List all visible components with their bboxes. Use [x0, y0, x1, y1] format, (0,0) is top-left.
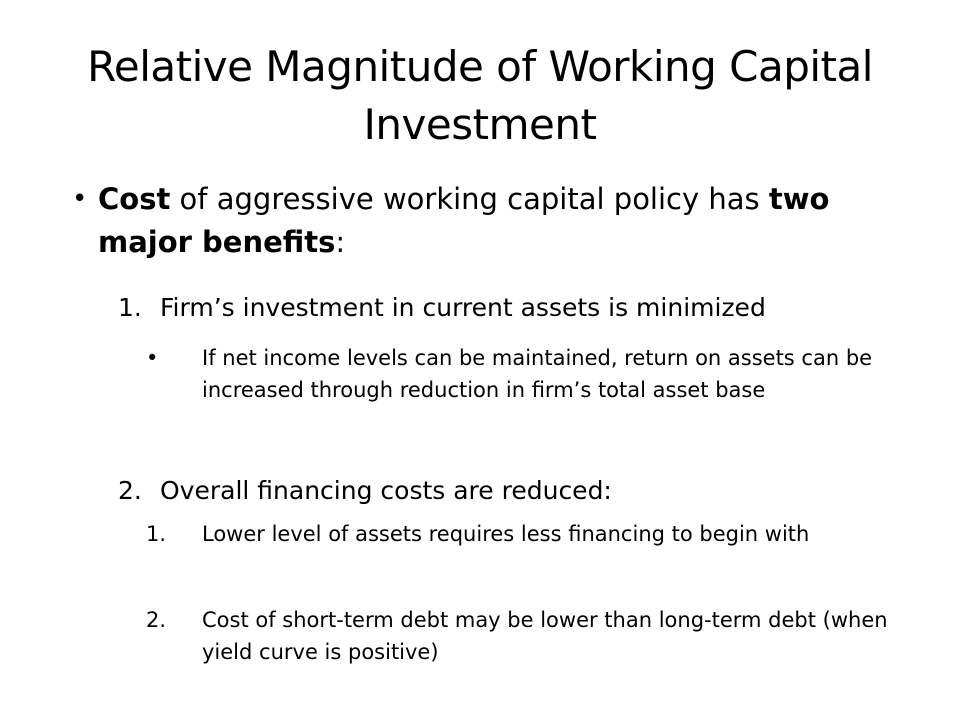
- benefit-2-sub-2-number: 2.: [146, 608, 167, 632]
- benefit-1-number: 1.: [118, 293, 142, 322]
- main-bullet-text-1: of aggressive working capital policy has: [170, 182, 769, 216]
- benefit-2-text: Overall financing costs are reduced:: [160, 476, 612, 505]
- main-bullet-text-2: :: [335, 225, 346, 259]
- benefit-1-sub-text: If net income levels can be maintained, return on assets can be increased through reduction in firm’s total asset base: [202, 346, 873, 402]
- benefit-1-text: Firm’s investment in current assets is minimized: [160, 293, 766, 322]
- benefit-2-number: 2.: [118, 476, 142, 505]
- benefit-2-sub-1-text: Lower level of assets requires less financing to begin with: [202, 522, 810, 546]
- benefit-1-sub-bullet: •: [146, 346, 159, 370]
- benefit-2-sub-1-number: 1.: [146, 522, 167, 546]
- bullet-marker: •: [72, 184, 88, 214]
- main-bullet: [72, 178, 878, 264]
- slide-title: Relative Magnitude of Working Capital Investment: [87, 42, 873, 149]
- benefit-2-sub-2-text: Cost of short-term debt may be lower than long-term debt (when yield curve is positive): [202, 608, 888, 664]
- bold-two-major-benefits: two major benefits: [98, 182, 830, 259]
- bold-cost: Cost: [98, 182, 171, 216]
